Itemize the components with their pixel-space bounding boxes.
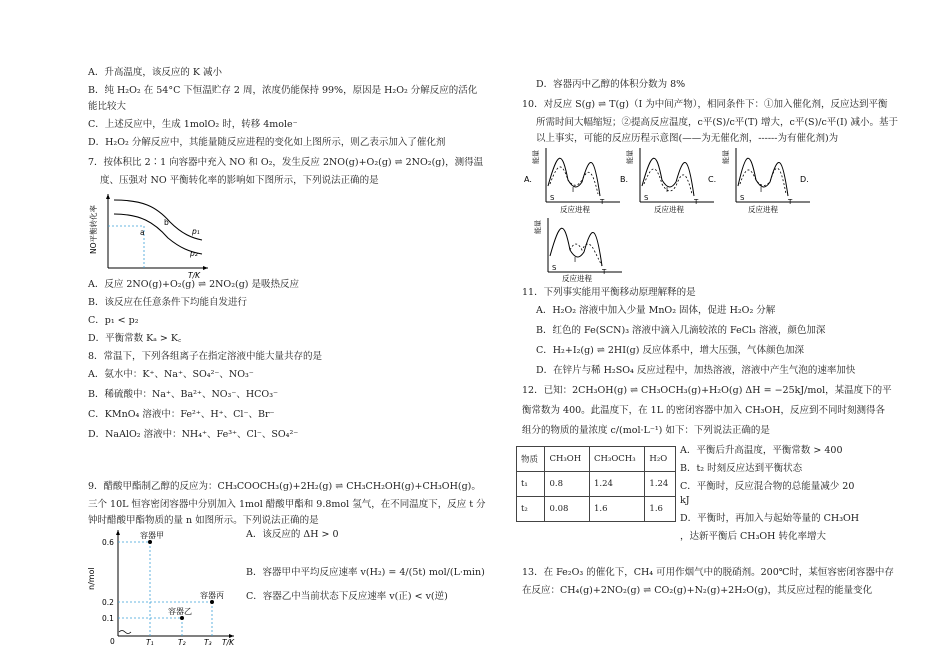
q9-axis-break: [119, 631, 131, 634]
q6-option-a: A．升高温度，该反应的 K 减小: [88, 67, 222, 78]
q10-diagram-b: [620, 148, 717, 214]
q10-d-i: I: [574, 256, 577, 264]
q13-stem-cont: 在反应：CH₄(g)+2NO₂(g) ⇌ CO₂(g)+N₂(g)+2H₂O(g)，其反应过程的能量变化: [522, 585, 873, 596]
q12-option-b: B．t₂ 时刻反应达到平衡状态: [680, 463, 803, 474]
q7-option-d: D．平衡常数 Kₐ > K꜀: [88, 333, 182, 344]
q10-a-t: T: [600, 198, 605, 206]
q9-point-bing: [210, 600, 214, 604]
q9-tick-0: 0: [110, 637, 115, 646]
q10-b-s: S: [644, 194, 649, 202]
q7-stem-cont: 度、压强对 NO 平衡转化率的影响如下图所示，下列说法正确的是: [100, 175, 379, 186]
q7-xlabel: T/K: [188, 271, 201, 280]
q11-stem: 11．下列事实能用平衡移动原理解释的是: [522, 287, 696, 298]
q12-option-c: C．平衡时，反应混合物的总能量减少 20: [680, 481, 855, 492]
q9-stem-cont: 三个 10L 恒容密闭容器中分别加入 1mol 醋酸甲酯和 9.8mol 氢气，在不同温度下，反应 t 分: [88, 499, 486, 510]
q10-option-b-label: B.: [620, 175, 629, 184]
q10-b-i: I: [666, 186, 669, 194]
q12-stem: 12．已知：2CH₃OH(g) ⇌ CH₃OCH₃(g)+H₂O(g) ΔH = −25kJ/mol，某温度下的平: [522, 385, 892, 396]
q10-stem: 10．对反应 S(g) ⇌ T(g)（I 为中间产物），相同条件下：①加入催化剂，反应达到平衡: [522, 99, 888, 110]
q10-c-s: S: [740, 194, 745, 202]
q7-conversion-graph: [89, 192, 212, 280]
q7-stem: 7．按体积比 2∶1 向容器中充入 NO 和 O₂，发生反应 2NO(g)+O₂(g) ⇌ 2NO₂(g)，测得温: [88, 157, 484, 168]
q10-stem-cont2: 以上事实，可能的反应历程示意图(——为无催化剂，------为有催化剂)为: [536, 133, 839, 144]
table-cell: t₂: [517, 497, 545, 522]
q10-c-ylabel: 能量: [722, 150, 730, 164]
q9-tick-06: 0.6: [102, 538, 114, 547]
q7-option-b: B．该反应在任意条件下均能自发进行: [88, 297, 247, 308]
q12-stem-cont: 衡常数为 400。此温度下，在 1L 的密闭容器中加入 CH₃OH，反应到不同时刻测得各: [522, 405, 886, 416]
q9-option-b: B．容器甲中平均反应速率 v(H₂) = 4/(5t) mol/(L·min): [246, 567, 485, 578]
q6-option-d: D．H₂O₂ 分解反应中，其能量随反应进程的变化如上图所示，则乙表示加入了催化剂: [88, 137, 446, 148]
table-header-cell: CH₃OCH₃: [590, 447, 645, 472]
table-row: [517, 472, 676, 497]
q9-tick-01: 0.1: [102, 614, 114, 623]
table-cell: 1.24: [645, 472, 676, 497]
q10-d-t: T: [602, 268, 607, 276]
q9-label-yi: 容器乙: [168, 607, 192, 616]
q7-ylabel: NO平衡转化率: [89, 204, 98, 254]
table-cell: t₁: [517, 472, 545, 497]
table-header-cell: 物质: [517, 447, 545, 472]
q11-option-d: D．在锌片与稀 H₂SO₄ 反应过程中，加热溶液，溶液中产生气泡的速率加快: [536, 365, 856, 376]
q10-d-xlabel: 反应进程: [562, 274, 592, 283]
table-cell: 0.08: [545, 497, 590, 522]
q8-option-b: B．稀硫酸中：Na⁺、Ba²⁺、NO₃⁻、HCO₃⁻: [88, 389, 279, 400]
q10-diagram-d: [533, 218, 622, 283]
q9-tick-02: 0.2: [102, 598, 114, 607]
q8-option-d: D．NaAlO₂ 溶液中：NH₄⁺、Fe³⁺、Cl⁻、SO₄²⁻: [88, 429, 299, 440]
q7-y-arrow: [106, 194, 110, 199]
q12-concentration-table: [516, 446, 676, 522]
table-cell: 1.24: [590, 472, 645, 497]
q10-d-s: S: [552, 264, 557, 272]
q7-point-a: a: [140, 228, 145, 237]
q9-point-yi: [180, 616, 184, 620]
q11-option-b: B．红色的 Fe(SCN)₃ 溶液中滴入几滴较浓的 FeCl₃ 溶液，颜色加深: [536, 325, 826, 336]
q13-stem: 13．在 Fe₂O₃ 的催化下，CH₄ 可用作烟气中的脱硝剂。200℃时，某恒容密闭容器中存: [522, 567, 894, 578]
q7-label-p2: p₂: [190, 249, 198, 258]
q10-diagram-a: [524, 148, 620, 214]
q9-tick-t1: T₁: [146, 638, 154, 647]
q10-option-d-label: D.: [800, 175, 809, 184]
table-row: [517, 497, 676, 522]
q10-b-t: T: [694, 198, 699, 206]
table-cell: 1.6: [590, 497, 645, 522]
q7-label-p1: p₁: [192, 227, 200, 236]
q11-option-c: C．H₂+I₂(g) ⇌ 2HI(g) 反应体系中，增大压强，气体颜色加深: [536, 345, 804, 356]
q10-diagram-c: [708, 148, 810, 214]
q7-option-c: C．p₁ < p₂: [88, 315, 139, 326]
table-cell: 0.8: [545, 472, 590, 497]
q8-stem: 8．常温下，下列各组离子在指定溶液中能大量共存的是: [88, 351, 323, 362]
table-header-cell: CH₃OH: [545, 447, 590, 472]
q6-option-b: B．纯 H₂O₂ 在 54°C 下恒温贮存 2 周，浓度仍能保持 99%，原因是 H₂O₂ 分解反应的活化: [88, 85, 478, 96]
q9-option-d: D．容器丙中乙醇的体积分数为 8%: [536, 79, 686, 90]
q12-option-a: A．平衡后升高温度，平衡常数 > 400: [680, 445, 843, 456]
q9-tick-t2: T₂: [178, 638, 186, 647]
q10-stem-cont: 所需时间大幅缩短；②提高反应温度，c平(S)/c平(T) 增大，c平(S)/c平(I) 减小。基于: [536, 117, 898, 128]
q10-c-curve: [738, 158, 788, 196]
q10-b-xlabel: 反应进程: [654, 205, 684, 214]
q9-label-bing: 容器丙: [200, 591, 224, 600]
table-header-row: [517, 447, 676, 472]
q10-c-cat-curve: [740, 168, 786, 194]
q10-c-i: I: [760, 186, 763, 194]
q9-tick-t3: T₃: [204, 638, 212, 647]
q9-amount-graph: [87, 528, 240, 647]
q9-option-a: A．该反应的 ΔH > 0: [246, 529, 339, 540]
q8-option-c: C．KMnO₄ 溶液中：Fe²⁺、H⁺、Cl⁻、Br⁻: [88, 409, 275, 420]
q9-xlabel: T/K: [222, 638, 235, 647]
q9-y-arrow: [116, 530, 120, 535]
table-cell: 1.6: [645, 497, 676, 522]
q10-a-xlabel: 反应进程: [560, 205, 590, 214]
q9-stem: 9．醋酸甲酯制乙醇的反应为：CH₃COOCH₃(g)+2H₂(g) ⇌ CH₃CH₂OH(g)+CH₃OH(g)。: [88, 481, 481, 492]
q7-curve-p2: [114, 214, 202, 254]
q12-option-d: D．平衡时，再加入与起始等量的 CH₃OH: [680, 513, 860, 524]
q10-energy-diagrams: [520, 146, 900, 282]
q9-ylabel: n/mol: [87, 567, 96, 590]
q9-option-c: C．容器乙中当前状态下反应速率 v(正) < v(逆): [246, 591, 448, 602]
q10-c-t: T: [788, 198, 793, 206]
q10-a-s: S: [550, 194, 555, 202]
q10-b-ylabel: 能量: [626, 150, 634, 164]
q10-a-i: I: [572, 186, 575, 194]
q12-option-d-cont: ，达新平衡后 CH₃OH 转化率增大: [680, 531, 826, 542]
q10-option-c-label: C.: [708, 175, 717, 184]
q9-point-jia: [148, 540, 152, 544]
q7-option-a: A．反应 2NO(g)+O₂(g) ⇌ 2NO₂(g) 是吸热反应: [88, 279, 300, 290]
q9-label-jia: 容器甲: [140, 531, 164, 540]
q12-stem-cont2: 组分的物质的量浓度 c/(mol·L⁻¹) 如下：下列说法正确的是: [522, 425, 770, 436]
q7-curve-p1: [114, 200, 202, 240]
q10-c-xlabel: 反应进程: [748, 205, 778, 214]
q6-option-b-cont: 能比较大: [88, 101, 127, 112]
q7-point-b: b: [164, 218, 169, 227]
q8-option-a: A．氨水中：K⁺、Na⁺、SO₄²⁻、NO₃⁻: [88, 369, 254, 380]
q11-option-a: A．H₂O₂ 溶液中加入少量 MnO₂ 固体，促进 H₂O₂ 分解: [536, 305, 776, 316]
q9-stem-cont2: 钟时醋酸甲酯物质的量 n 如图所示。下列说法正确的是: [88, 515, 319, 526]
q12-option-c-cont: kJ: [680, 495, 690, 506]
q10-d-ylabel: 能量: [534, 220, 542, 234]
q10-option-a-label: A.: [524, 175, 532, 184]
q7-x-arrow: [203, 266, 208, 270]
q6-option-c: C．上述反应中，生成 1molO₂ 时，转移 4mole⁻: [88, 119, 298, 130]
q10-a-ylabel: 能量: [532, 150, 540, 164]
table-header-cell: H₂O: [645, 447, 676, 472]
